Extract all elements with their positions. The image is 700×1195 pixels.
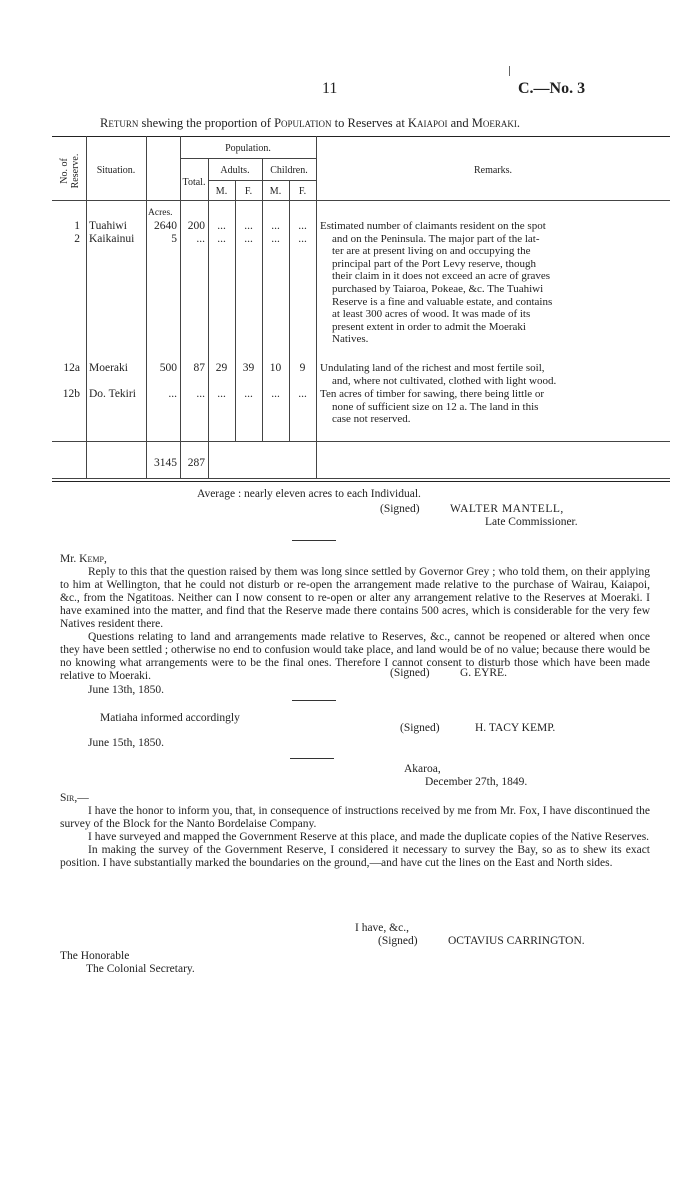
header-children-f: F. [298,186,307,197]
divider [290,758,334,759]
header-adults-m: M. [215,186,228,197]
eyre-name: G. EYRE. [460,667,507,679]
remarks-moeraki: Undulating land of the richest and most fertile soil, and, where not cultivated, clothed with light wood. [320,362,557,387]
document-reference: C.—No. 3 [518,80,586,97]
kemp-letter-body: Reply to this that the question raised by them was long since settled by Governor Grey ; who told them, on their applying to him at Wellington, that he could not disturb or re-open the arrangement made relative to the purchase of Wairau, Kaiapoi, &c., from the Ngatitoas. Neither can I now consent to re-open or alter any arrangement relative to the Reserves at Moeraki. I have examined into the matter, and find that the Reserve made there contains 500 acres, which is considerable for the very few Natives resident there. Questions relating to land and arrangements made relative to Reserves, &c., cannot be reopened or altered when once they have been settled ; otherwise no end to confusion would take place, and land would be of no value; because there would be no knowing what arrangements were to be the final ones. Therefore I cannot consent to disturb those which have been made relative to Moeraki. [60,566,650,682]
remarks-tekiri: Ten acres of timber for sawing, there being little or none of sufficient size on 12 a. The land in this case not reserved. [320,388,545,426]
kemp-name: H. TACY KEMP. [475,722,556,734]
header-situation: Situation. [96,165,136,176]
addressee-line-2: The Colonial Secretary. [86,963,195,975]
mantell-signed: (Signed) [380,503,420,515]
kemp-signed: (Signed) [400,722,440,734]
eyre-signed: (Signed) [390,667,430,679]
addressee-line-1: The Honorable [60,950,130,962]
letter-place: Akaroa, [404,763,441,775]
carrington-signed: (Signed) [378,935,418,947]
remarks-tuahiwi: Estimated number of claimants resident on the spot and on the Peninsula. The major part of the lat- ter are at present living on and occupying the principal part of the Port Levy reserve, though their claim in it does not exceed an acre of graves purchased by Taiaroa, Pokeae, &c. The Tuahiwi Reserve is a fine and valuable estate, and contains at least 300 acres of wood. It was made of its present extent in order to admit the Moeraki Natives. [320,220,553,346]
carrington-letter-body: I have the honor to inform you, that, in consequence of instructions received by me from Mr. Fox, I have discontinued the survey of the Block for the Nanto Bordelaise Company. I have surveyed and mapped the Government Reserve at this place, and made the duplicate copies of the Native Reserves. In making the survey of the Government Reserve, I considered it necessary to survey the Bay, so as to shew its exact position. I have substantially marked the boundaries on the ground,—and have cut the lines on the East and North sides. [60,805,650,869]
average-note: Average : nearly eleven acres to each Individual. [197,488,421,500]
header-adults: Adults. [220,165,250,176]
header-population: Population. [225,143,271,154]
header-total: Total. [182,177,206,188]
matiaha-date: June 15th, 1850. [88,737,165,749]
letter-salutation: Sir,— [60,792,89,804]
total-population: 287 [187,457,205,469]
page-number: 11 [322,80,338,97]
header-remarks: Remarks. [473,165,513,176]
carrington-name: OCTAVIUS CARRINGTON. [448,935,585,947]
header-children: Children. [270,165,308,176]
margin-mark [509,66,510,76]
mantell-name: WALTER MANTELL, [450,503,564,515]
total-acres: 3145 [154,457,177,469]
divider [292,540,336,541]
kemp-date: June 13th, 1850. [88,684,165,696]
header-no-of-reserve: No. of Reserve. [59,153,81,189]
mantell-title: Late Commissioner. [485,516,578,528]
header-children-m: M. [269,186,282,197]
matiaha-note: Matiaha informed accordingly [100,712,240,724]
acres-label: Acres. [148,208,173,218]
kemp-salutation: Mr. Kemp, [60,553,107,565]
divider [292,700,336,701]
header-adults-f: F. [244,186,253,197]
table-title: Return shewing the proportion of Population to Reserves at Kaiapoi and Moeraki. [100,116,521,130]
letter-closing: I have, &c., [355,922,409,934]
letter-date: December 27th, 1849. [425,776,528,788]
